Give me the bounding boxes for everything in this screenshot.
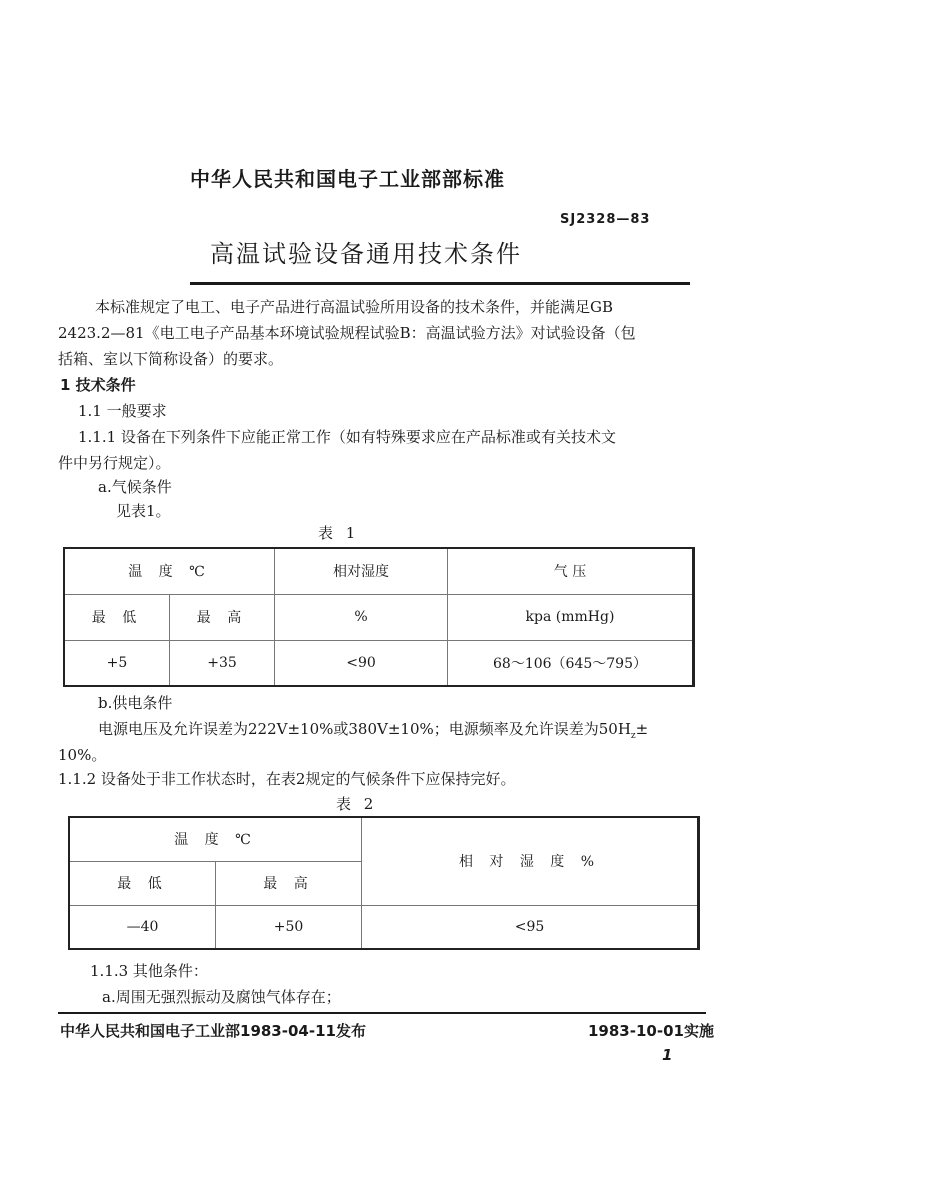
table1-humidity-header: 相对湿度 [275, 548, 448, 594]
section-heading: 1 技术条件 [60, 376, 136, 394]
document-title: 高温试验设备通用技术条件 [210, 240, 522, 268]
clause-1-1: 1.1 一般要求 [78, 402, 167, 420]
table-row [64, 548, 694, 594]
table2-humidity-value: <95 [362, 905, 699, 949]
item-a-climate: a.气候条件 [98, 478, 172, 496]
intro-line-3: 括箱、室以下简称设备）的要求。 [58, 350, 284, 368]
table1-temp-header: 温 度 ℃ [64, 548, 275, 594]
clause-1-1-3: 1.1.3 其他条件： [90, 962, 208, 980]
table1-max-value: +35 [170, 640, 275, 686]
table1-caption: 表 1 [318, 524, 360, 542]
table2-max-label: 最 高 [216, 861, 362, 905]
table2-max-value: +50 [216, 905, 362, 949]
clause-1-1-1-line-1: 1.1.1 设备在下列条件下应能正常工作（如有特殊要求应在产品标准或有关技术文 [78, 428, 616, 446]
table1-humidity-unit: % [275, 594, 448, 640]
table1-min-value: +5 [64, 640, 170, 686]
table1-pressure-unit: kpa (mmHg) [448, 594, 694, 640]
power-line-1: 电源电压及允许误差为222V±10%或380V±10%；电源频率及允许误差为$50H_z\pm$ [98, 720, 649, 741]
table-row [64, 594, 694, 640]
table-row [69, 905, 699, 949]
issuing-authority: 中华人民共和国电子工业部部标准 [190, 167, 505, 191]
table2-humidity-header: 相 对 湿 度 % [362, 817, 699, 905]
table1-pressure-value: 68～106（645～795） [448, 640, 694, 686]
item-b-power: b.供电条件 [98, 694, 173, 712]
table1-humidity-value: <90 [275, 640, 448, 686]
table2-min-label: 最 低 [69, 861, 216, 905]
power-line-2: 10%。 [58, 746, 107, 764]
intro-line-2: 2423.2—81《电工电子产品基本环境试验规程试验B：高温试验方法》对试验设备（包 [58, 324, 636, 342]
see-table-note: 见表1。 [116, 502, 171, 520]
document-number: SJ2328—83 [560, 212, 651, 227]
intro-line-1: 本标准规定了电工、电子产品进行高温试验所用设备的技术条件，并能满足GB [95, 298, 614, 316]
clause-1-1-2: 1.1.2 设备处于非工作状态时，在表2规定的气候条件下应保持完好。 [58, 770, 516, 788]
table2-temp-header: 温 度 ℃ [69, 817, 362, 861]
issue-date: 中华人民共和国电子工业部1983-04-11发布 [60, 1022, 366, 1040]
footer-rule [58, 1012, 706, 1014]
table1-pressure-header: 气 压 [448, 548, 694, 594]
clause-1-1-3-item-a: a.周围无强烈振动及腐蚀气体存在； [102, 988, 341, 1006]
table-row [69, 817, 699, 861]
table-row [64, 640, 694, 686]
effective-date: 1983-10-01实施 [588, 1022, 714, 1040]
clause-1-1-1-line-2: 件中另行规定）。 [58, 454, 171, 472]
page-number: 1 [662, 1046, 673, 1064]
table1-min-label: 最 低 [64, 594, 170, 640]
table2-min-value: —40 [69, 905, 216, 949]
table2-caption: 表 2 [336, 795, 378, 813]
table1-max-label: 最 高 [170, 594, 275, 640]
table2 [68, 816, 700, 950]
title-rule [190, 282, 690, 285]
table1 [63, 547, 695, 687]
